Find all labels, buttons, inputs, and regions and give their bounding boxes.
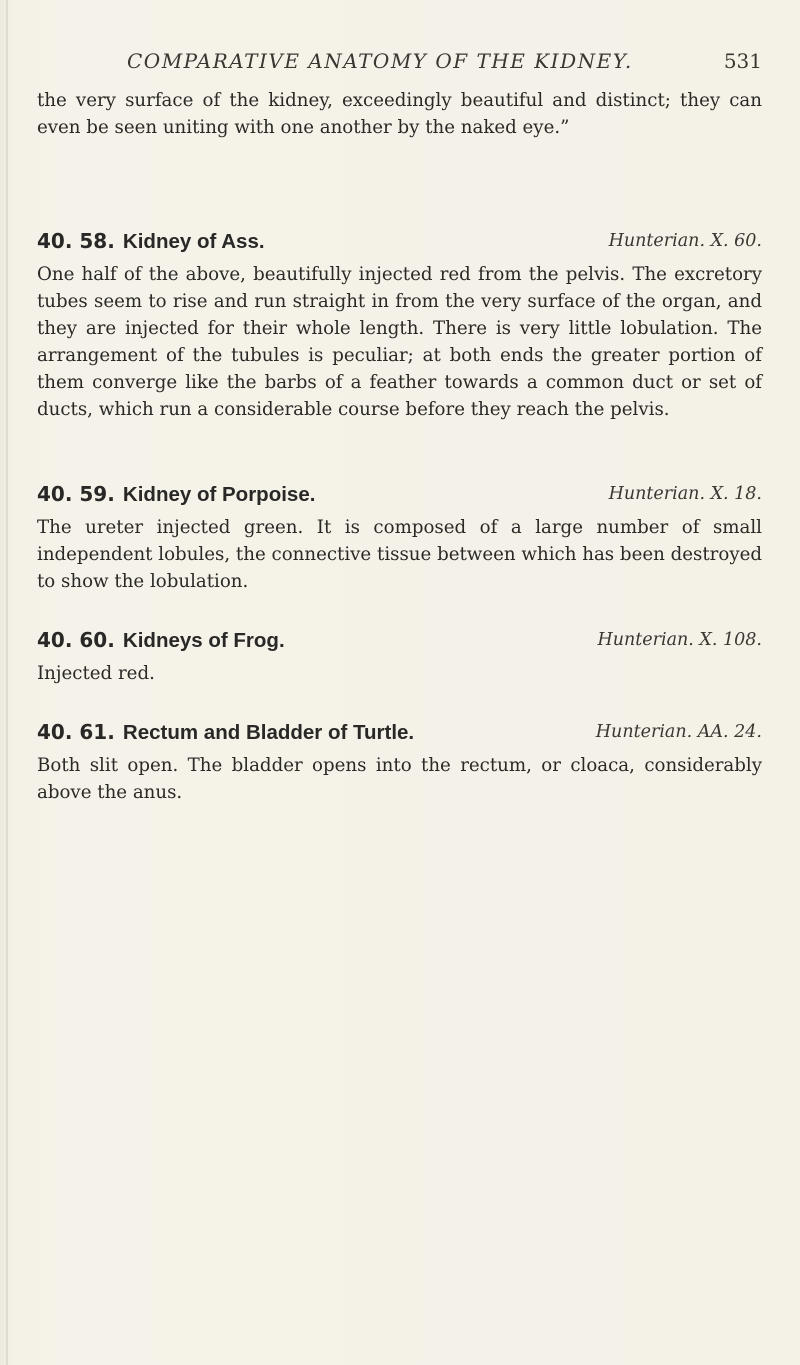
- entry-number: 40. 60.: [37, 628, 115, 652]
- entry-title: Kidney of Ass.: [122, 230, 265, 253]
- entry-heading: [37, 482, 762, 514]
- continued-paragraph: the very surface of the kidney, exceedingly beautiful and distinct; they can even be seen uniting with one another by the naked eye.”: [37, 90, 762, 138]
- catalogue-entry-40-58: [37, 229, 762, 423]
- entry-number: 40. 58.: [37, 229, 115, 253]
- entry-heading: [37, 720, 762, 752]
- entry-description: Injected red.: [37, 663, 155, 684]
- entry-title: Rectum and Bladder of Turtle.: [122, 721, 415, 744]
- entry-reference: Hunterian. AA. 24.: [595, 722, 762, 742]
- page-number: 531: [723, 49, 762, 73]
- entry-reference: Hunterian. X. 108.: [597, 630, 762, 650]
- entry-description: One half of the above, beautifully injected red from the pelvis. The excretory tubes seem to rise and run straight in from the very surface of the organ, and they are injected for their whole length. There is very little lobulation. The arrangement of the tubules is peculiar; at both ends the greater portion of them converge like the barbs of a feather towards a common duct or set of ducts, which run a considerable course before they reach the pelvis.: [37, 264, 762, 420]
- entry-heading: [37, 229, 762, 261]
- catalogue-entry-40-61: [37, 720, 762, 806]
- entry-number: 40. 59.: [37, 482, 115, 506]
- running-header: [37, 49, 762, 79]
- entry-number: 40. 61.: [37, 720, 115, 744]
- page-gutter-shadow: [6, 0, 8, 1365]
- catalogue-entry-40-60: [37, 628, 762, 687]
- running-title: COMPARATIVE ANATOMY OF THE KIDNEY.: [127, 49, 633, 73]
- entry-reference: Hunterian. X. 60.: [608, 231, 762, 251]
- entry-reference: Hunterian. X. 18.: [608, 484, 762, 504]
- entry-heading: [37, 628, 762, 660]
- entry-description: The ureter injected green. It is composed of a large number of small independent lobules, the connective tissue between which has been destroyed to show the lobulation.: [37, 517, 762, 592]
- entry-title: Kidneys of Frog.: [122, 629, 285, 652]
- entry-title: Kidney of Porpoise.: [122, 483, 316, 506]
- entry-description: Both slit open. The bladder opens into the rectum, or cloaca, considerably above the anus.: [37, 755, 762, 803]
- catalogue-entry-40-59: [37, 482, 762, 595]
